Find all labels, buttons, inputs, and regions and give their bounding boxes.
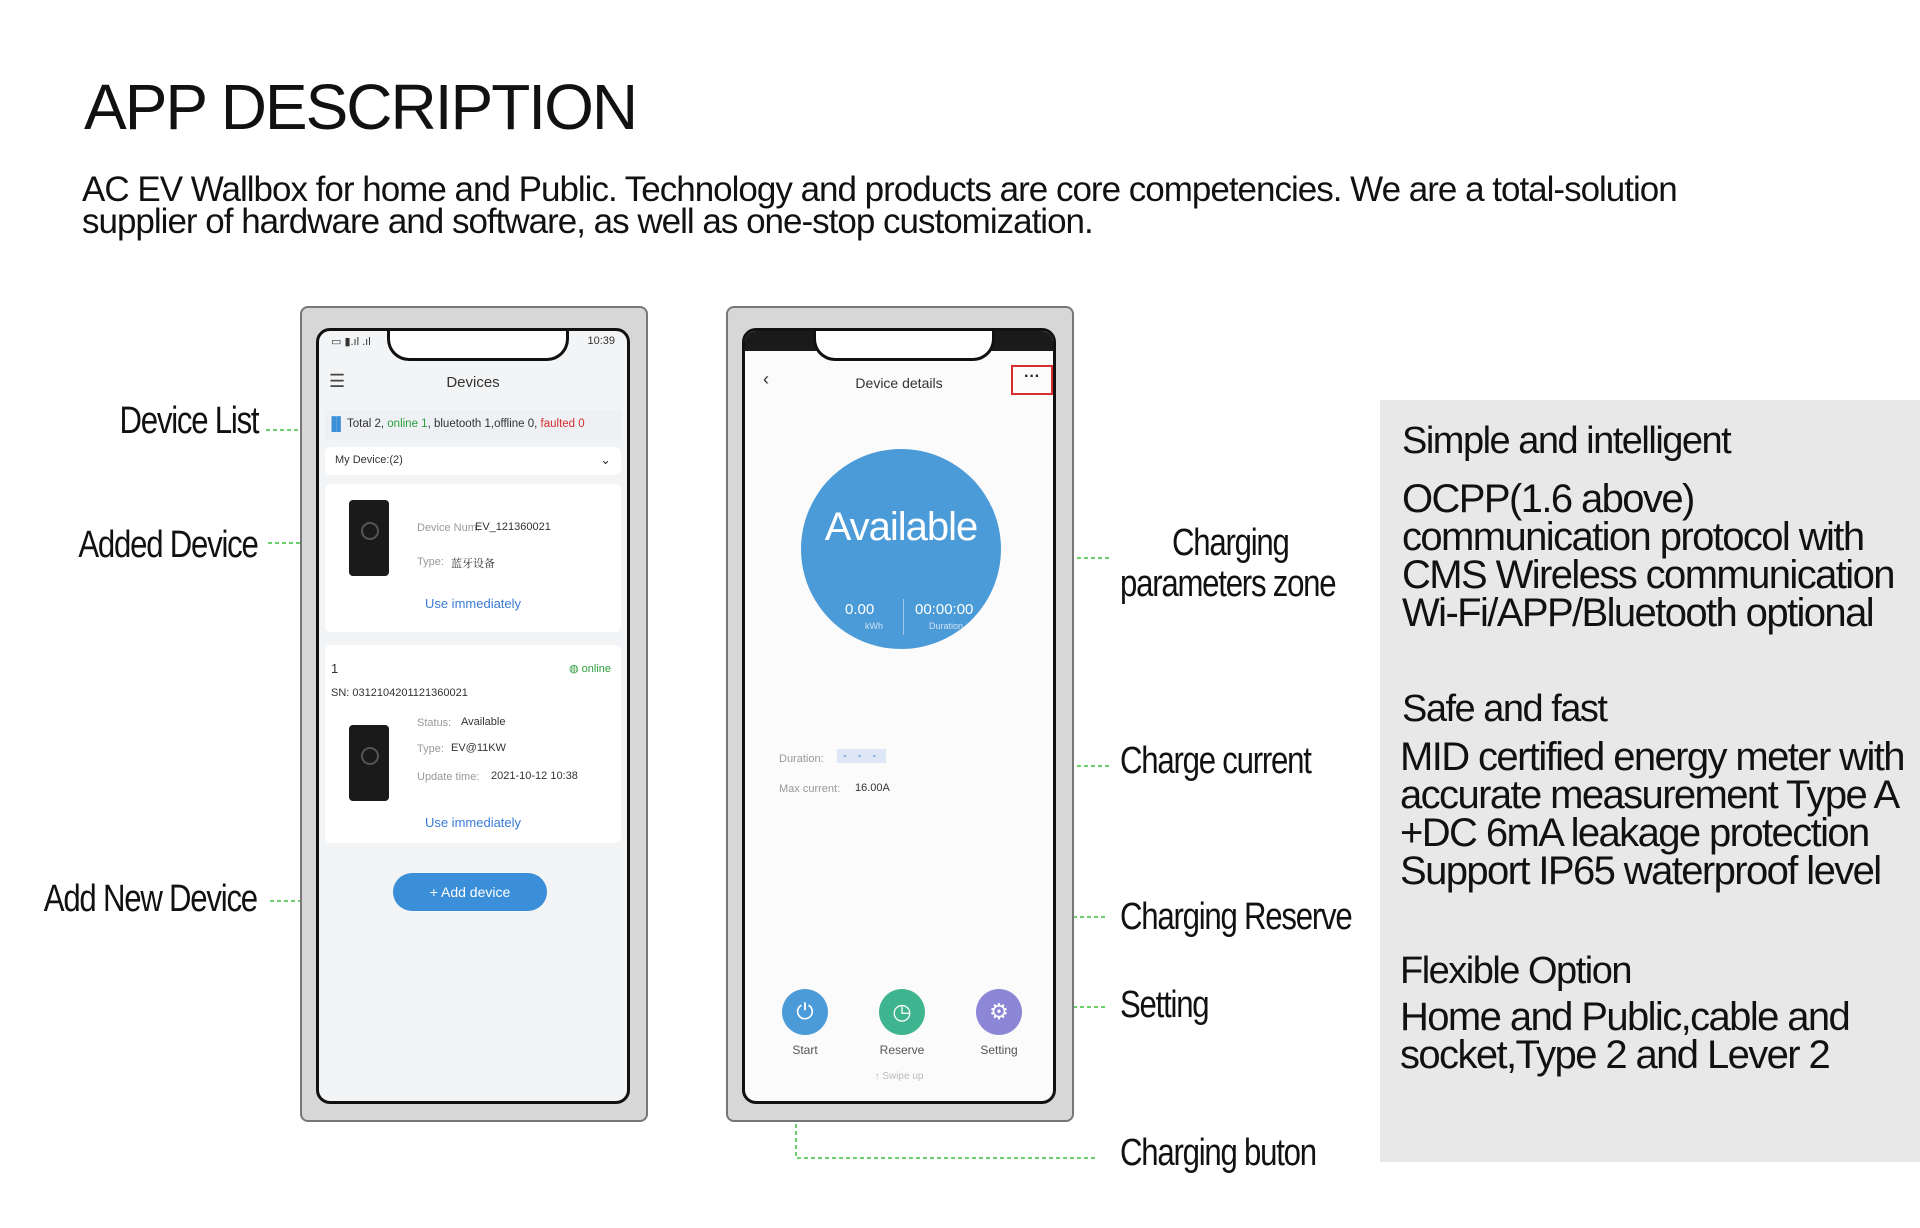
feature-safe-line: Support IP65 waterproof level [1400,849,1881,893]
feature-simple-line: Wi-Fi/APP/Bluetooth optional [1402,591,1874,635]
duration-row-value: - - - [837,749,886,763]
summary-bar [325,410,621,440]
feature-heading-simple: Simple and intelligent [1402,420,1731,462]
callout-charge-current: Charge current [1120,740,1311,782]
power-icon: ⏻ [796,999,814,1024]
gear-icon: ⚙ [989,999,1009,1024]
feature-heading-flexible: Flexible Option [1400,950,1631,992]
duration-row-label: Duration: [779,753,824,765]
energy-value: 0.00 [845,601,875,618]
devices-screen [316,328,630,1104]
feature-flexible-line: Home and Public,cable and [1400,995,1850,1039]
status-time: 10:39 [587,335,615,347]
status-icons: ▭ ▮.ıl .ıl [331,336,371,348]
max-current-label: Max current: [779,783,841,795]
globe-icon: ◍ [568,663,579,675]
back-icon[interactable]: ‹ [763,369,769,389]
phone-notch [813,328,995,361]
summary-middle: , bluetooth 1,offline 0, [427,418,541,430]
reserve-button[interactable] [879,989,925,1035]
intro-text: AC EV Wallbox for home and Public. Technology and products are core competencies. We are a total-solution supplier of hardware and software, as well as one-stop customization. [82,170,1677,241]
details-screen [742,328,1056,1104]
callout-charging-params-1: Charging [1172,522,1289,564]
callout-add-new-device: Add New Device [43,878,257,920]
type-value: EV@11KW [451,742,506,754]
screen-title: Device details [855,375,943,391]
online-label: online [581,663,611,675]
start-label: Start [792,1043,818,1057]
summary-online: online 1 [387,418,428,430]
menu-icon[interactable]: ☰ [329,371,346,391]
divider [903,599,904,635]
phone-notch [387,328,569,361]
callout-charging-params-2: parameters zone [1120,563,1336,605]
add-device-button[interactable]: + Add device [393,873,547,911]
status-value: Available [461,716,506,728]
device-image [349,500,389,576]
setting-label: Setting [980,1043,1018,1057]
feature-safe-line: accurate measurement Type A [1400,773,1899,817]
more-icon[interactable]: ··· [1011,365,1053,395]
feature-flexible-line: socket,Type 2 and Lever 2 [1400,1033,1830,1077]
callout-charging-reserve: Charging Reserve [1120,896,1352,938]
feature-panel [1380,400,1920,1162]
device-num-label: Device Num: [417,522,480,534]
charging-status: Available [824,505,978,549]
device-sn: SN: 0312104201121360021 [331,687,468,699]
callout-device-list: Device List [119,400,258,442]
device-card-online [325,645,621,843]
device-type-label: Type: [417,556,444,568]
phone-devices [300,306,648,1122]
duration-value: 00:00:00 [915,601,974,618]
use-immediately-link[interactable]: Use immediately [424,596,522,611]
feature-simple-line: communication protocol with [1402,515,1864,559]
use-immediately-link[interactable]: Use immediately [424,815,522,830]
energy-unit: kWh [865,621,883,631]
phone-device-details [726,306,1074,1122]
feature-safe-line: +DC 6mA leakage protection [1400,811,1869,855]
update-label: Update time: [417,771,480,783]
clock-icon: ◷ [892,999,912,1024]
device-index: 1 [331,661,339,676]
feature-safe-line: MID certified energy meter with [1400,735,1904,779]
device-dropdown[interactable] [325,447,621,475]
type-label: Type: [417,743,444,755]
status-label: Status: [417,717,452,729]
swipe-hint[interactable]: ↑ Swipe up [874,1071,924,1082]
screen-title: Devices [446,374,500,391]
chevron-down-icon: ⌄ [600,452,611,467]
device-num-value: EV_121360021 [475,521,551,533]
update-value: 2021-10-12 10:38 [491,770,578,782]
setting-button[interactable] [976,989,1022,1035]
duration-label: Duration [929,621,964,631]
callout-charging-button: Charging buton [1120,1132,1316,1174]
device-image [349,725,389,801]
reserve-label: Reserve [879,1043,925,1057]
max-current-value: 16.00A [855,782,890,794]
feature-simple-line: CMS Wireless communication [1402,553,1894,597]
start-button[interactable] [782,989,828,1035]
summary-faulted: faulted 0 [540,418,585,430]
dropdown-label: My Device:(2) [335,454,403,466]
feature-heading-safe: Safe and fast [1402,688,1607,730]
device-type-value: 蓝牙设备 [451,558,495,570]
online-status [569,662,611,675]
callout-added-device: Added Device [78,524,258,566]
summary-prefix: Total 2, [347,418,388,430]
device-card-bluetooth [325,484,621,632]
charging-status-circle [801,449,1001,649]
page-title: APP DESCRIPTION [84,71,637,143]
feature-simple-line: OCPP(1.6 above) [1402,477,1694,521]
callout-setting: Setting [1120,984,1209,1026]
chart-icon: ▐▌ [327,416,346,431]
